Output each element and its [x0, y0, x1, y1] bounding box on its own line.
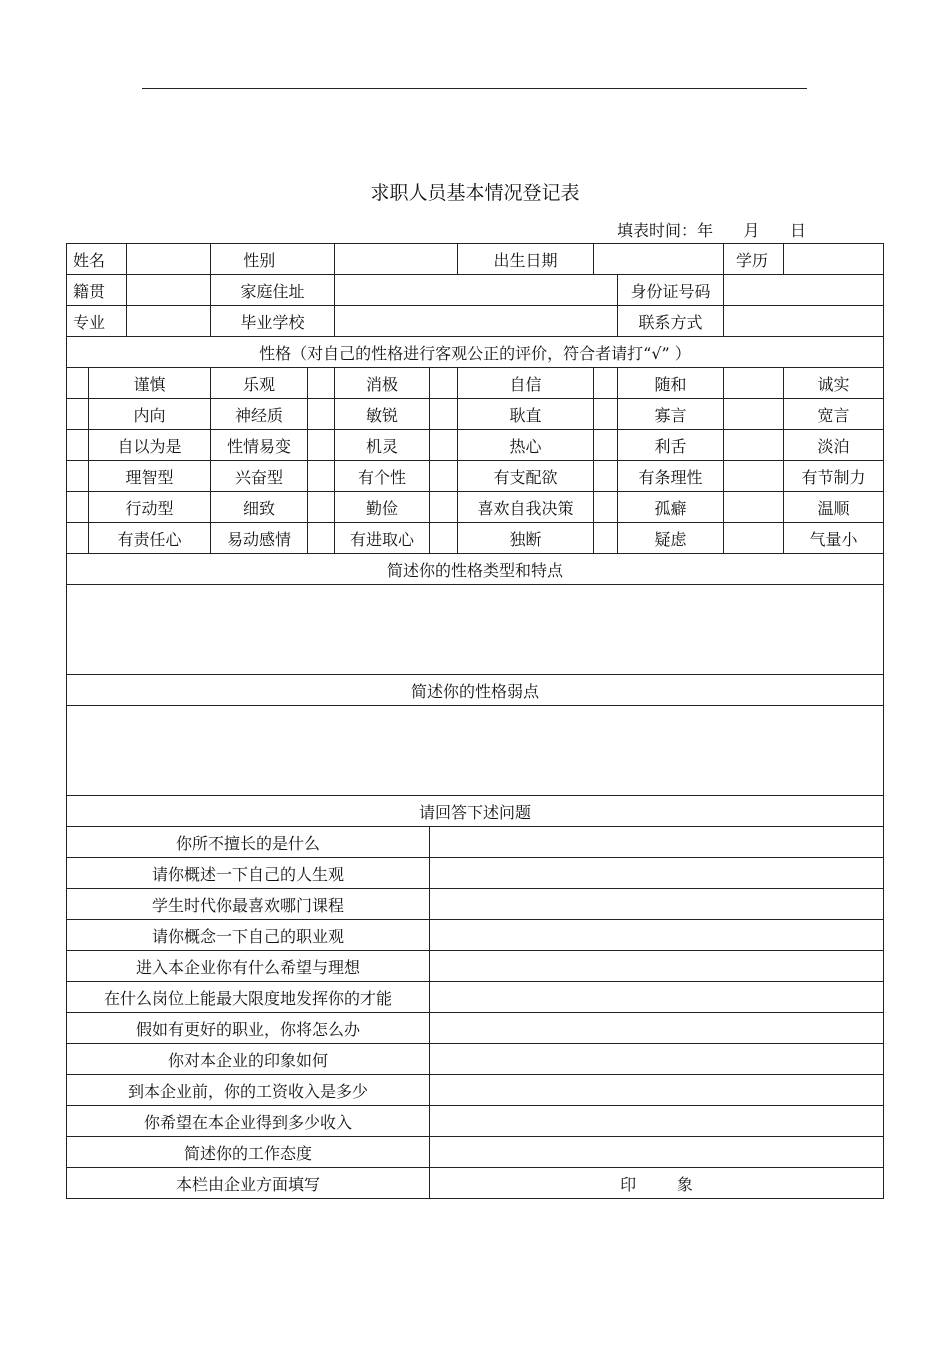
- trait-label: 利舌: [618, 430, 724, 461]
- home-address-field[interactable]: [335, 275, 618, 306]
- trait-label: 喜欢自我决策: [458, 492, 594, 523]
- trait-checkbox[interactable]: [724, 492, 784, 523]
- trait-label: 兴奋型: [211, 461, 308, 492]
- trait-checkbox[interactable]: [67, 461, 89, 492]
- weakness-header: 简述你的性格弱点: [67, 675, 884, 706]
- trait-label: 孤癖: [618, 492, 724, 523]
- native-place-field[interactable]: [127, 275, 211, 306]
- trait-label: 气量小: [784, 523, 884, 554]
- trait-label: 敏锐: [335, 399, 430, 430]
- question-row: [67, 1137, 884, 1168]
- question-row: [67, 951, 884, 982]
- trait-checkbox[interactable]: [594, 523, 618, 554]
- major-field[interactable]: [127, 306, 211, 337]
- name-label: 姓名: [67, 244, 127, 275]
- major-label: 专业: [67, 306, 127, 337]
- trait-checkbox[interactable]: [308, 461, 335, 492]
- trait-checkbox[interactable]: [724, 430, 784, 461]
- home-address-label: 家庭住址: [211, 275, 335, 306]
- trait-checkbox[interactable]: [67, 399, 89, 430]
- answer-field[interactable]: [430, 1106, 884, 1137]
- trait-checkbox[interactable]: [308, 492, 335, 523]
- page-title: 求职人员基本情况登记表: [370, 182, 580, 204]
- trait-label: 热心: [458, 430, 594, 461]
- trait-checkbox[interactable]: [308, 523, 335, 554]
- traits-description-header: 简述你的性格类型和特点: [67, 554, 884, 585]
- trait-label: 有节制力: [784, 461, 884, 492]
- gender-label-pad: [308, 244, 335, 275]
- id-number-field[interactable]: [724, 275, 884, 306]
- questions-header: 请回答下述问题: [67, 796, 884, 827]
- trait-label: 有条理性: [618, 461, 724, 492]
- gender-field[interactable]: [335, 244, 458, 275]
- trait-label: 勤俭: [335, 492, 430, 523]
- trait-checkbox[interactable]: [308, 430, 335, 461]
- name-field[interactable]: [127, 244, 211, 275]
- impression-label: 印 象: [430, 1168, 884, 1199]
- trait-label: 机灵: [335, 430, 430, 461]
- trait-checkbox[interactable]: [67, 492, 89, 523]
- trait-label: 有个性: [335, 461, 430, 492]
- question-label: 请你概述一下自己的人生观: [67, 858, 430, 889]
- education-label: 学历: [724, 244, 784, 275]
- trait-label: 寡言: [618, 399, 724, 430]
- personality-header: 性格（对自己的性格进行客观公正的评价，符合者请打“√” ）: [67, 337, 884, 368]
- trait-label: 消极: [335, 368, 430, 399]
- question-label: 学生时代你最喜欢哪门课程: [67, 889, 430, 920]
- trait-row: [67, 368, 884, 399]
- question-label: 请你概念一下自己的职业观: [67, 920, 430, 951]
- school-label: 毕业学校: [211, 306, 335, 337]
- trait-label: 独断: [458, 523, 594, 554]
- trait-label: 随和: [618, 368, 724, 399]
- question-label: 你所不擅长的是什么: [67, 827, 430, 858]
- trait-label: 内向: [89, 399, 211, 430]
- trait-checkbox[interactable]: [594, 492, 618, 523]
- trait-checkbox[interactable]: [594, 399, 618, 430]
- trait-label: 细致: [211, 492, 308, 523]
- header-rule: [142, 88, 807, 89]
- trait-label: 易动感情: [211, 523, 308, 554]
- question-label: 你希望在本企业得到多少收入: [67, 1106, 430, 1137]
- question-row: [67, 982, 884, 1013]
- question-row: [67, 1075, 884, 1106]
- answer-field[interactable]: [430, 1137, 884, 1168]
- question-row: [67, 920, 884, 951]
- trait-checkbox[interactable]: [724, 523, 784, 554]
- trait-row: [67, 461, 884, 492]
- question-row: [67, 858, 884, 889]
- answer-field[interactable]: [430, 951, 884, 982]
- question-row: [67, 827, 884, 858]
- trait-label: 疑虑: [618, 523, 724, 554]
- birth-date-field[interactable]: [594, 244, 724, 275]
- registration-form: [66, 243, 884, 1199]
- question-label: 到本企业前，你的工资收入是多少: [67, 1075, 430, 1106]
- native-place-label: 籍贯: [67, 275, 127, 306]
- answer-field[interactable]: [430, 1013, 884, 1044]
- answer-field[interactable]: [430, 1044, 884, 1075]
- question-label: 假如有更好的职业，你将怎么办: [67, 1013, 430, 1044]
- question-row: [67, 1106, 884, 1137]
- trait-checkbox[interactable]: [430, 399, 458, 430]
- fill-time-label: 填表时间：年 月 日: [617, 221, 807, 240]
- trait-label: 诚实: [784, 368, 884, 399]
- trait-label: 谨慎: [89, 368, 211, 399]
- trait-checkbox[interactable]: [724, 461, 784, 492]
- question-row: [67, 1013, 884, 1044]
- trait-checkbox[interactable]: [724, 368, 784, 399]
- company-fill-label: 本栏由企业方面填写: [67, 1168, 430, 1199]
- traits-description-field[interactable]: [67, 585, 884, 675]
- id-number-label: 身份证号码: [618, 275, 724, 306]
- trait-label: 有进取心: [335, 523, 430, 554]
- contact-label: 联系方式: [618, 306, 724, 337]
- trait-row: [67, 430, 884, 461]
- trait-checkbox[interactable]: [724, 399, 784, 430]
- trait-checkbox[interactable]: [430, 523, 458, 554]
- trait-label: 耿直: [458, 399, 594, 430]
- trait-label: 温顺: [784, 492, 884, 523]
- trait-checkbox[interactable]: [594, 368, 618, 399]
- school-field[interactable]: [335, 306, 618, 337]
- question-label: 简述你的工作态度: [67, 1137, 430, 1168]
- answer-field[interactable]: [430, 982, 884, 1013]
- birth-date-label: 出生日期: [458, 244, 594, 275]
- trait-label: 神经质: [211, 399, 308, 430]
- trait-row: [67, 492, 884, 523]
- trait-checkbox[interactable]: [594, 430, 618, 461]
- trait-label: 宽言: [784, 399, 884, 430]
- question-row: [67, 1044, 884, 1075]
- answer-field[interactable]: [430, 920, 884, 951]
- trait-label: 有责任心: [89, 523, 211, 554]
- trait-checkbox[interactable]: [430, 492, 458, 523]
- education-field[interactable]: [784, 244, 884, 275]
- trait-checkbox[interactable]: [430, 430, 458, 461]
- question-row: [67, 889, 884, 920]
- trait-checkbox[interactable]: [430, 368, 458, 399]
- trait-checkbox[interactable]: [67, 430, 89, 461]
- answer-field[interactable]: [430, 858, 884, 889]
- trait-row: [67, 399, 884, 430]
- trait-checkbox[interactable]: [308, 368, 335, 399]
- trait-label: 有支配欲: [458, 461, 594, 492]
- trait-label: 自信: [458, 368, 594, 399]
- weakness-field[interactable]: [67, 706, 884, 796]
- question-label: 你对本企业的印象如何: [67, 1044, 430, 1075]
- answer-field[interactable]: [430, 889, 884, 920]
- gender-label: 性别: [211, 244, 308, 275]
- trait-label: 行动型: [89, 492, 211, 523]
- question-label: 在什么岗位上能最大限度地发挥你的才能: [67, 982, 430, 1013]
- trait-checkbox[interactable]: [594, 461, 618, 492]
- trait-label: 淡泊: [784, 430, 884, 461]
- trait-label: 理智型: [89, 461, 211, 492]
- trait-checkbox[interactable]: [67, 523, 89, 554]
- trait-checkbox[interactable]: [430, 461, 458, 492]
- answer-field[interactable]: [430, 827, 884, 858]
- trait-checkbox[interactable]: [308, 399, 335, 430]
- trait-row: [67, 523, 884, 554]
- trait-label: 性情易变: [211, 430, 308, 461]
- trait-checkbox[interactable]: [67, 368, 89, 399]
- trait-label: 自以为是: [89, 430, 211, 461]
- question-label: 进入本企业你有什么希望与理想: [67, 951, 430, 982]
- trait-label: 乐观: [211, 368, 308, 399]
- answer-field[interactable]: [430, 1075, 884, 1106]
- contact-field[interactable]: [724, 306, 884, 337]
